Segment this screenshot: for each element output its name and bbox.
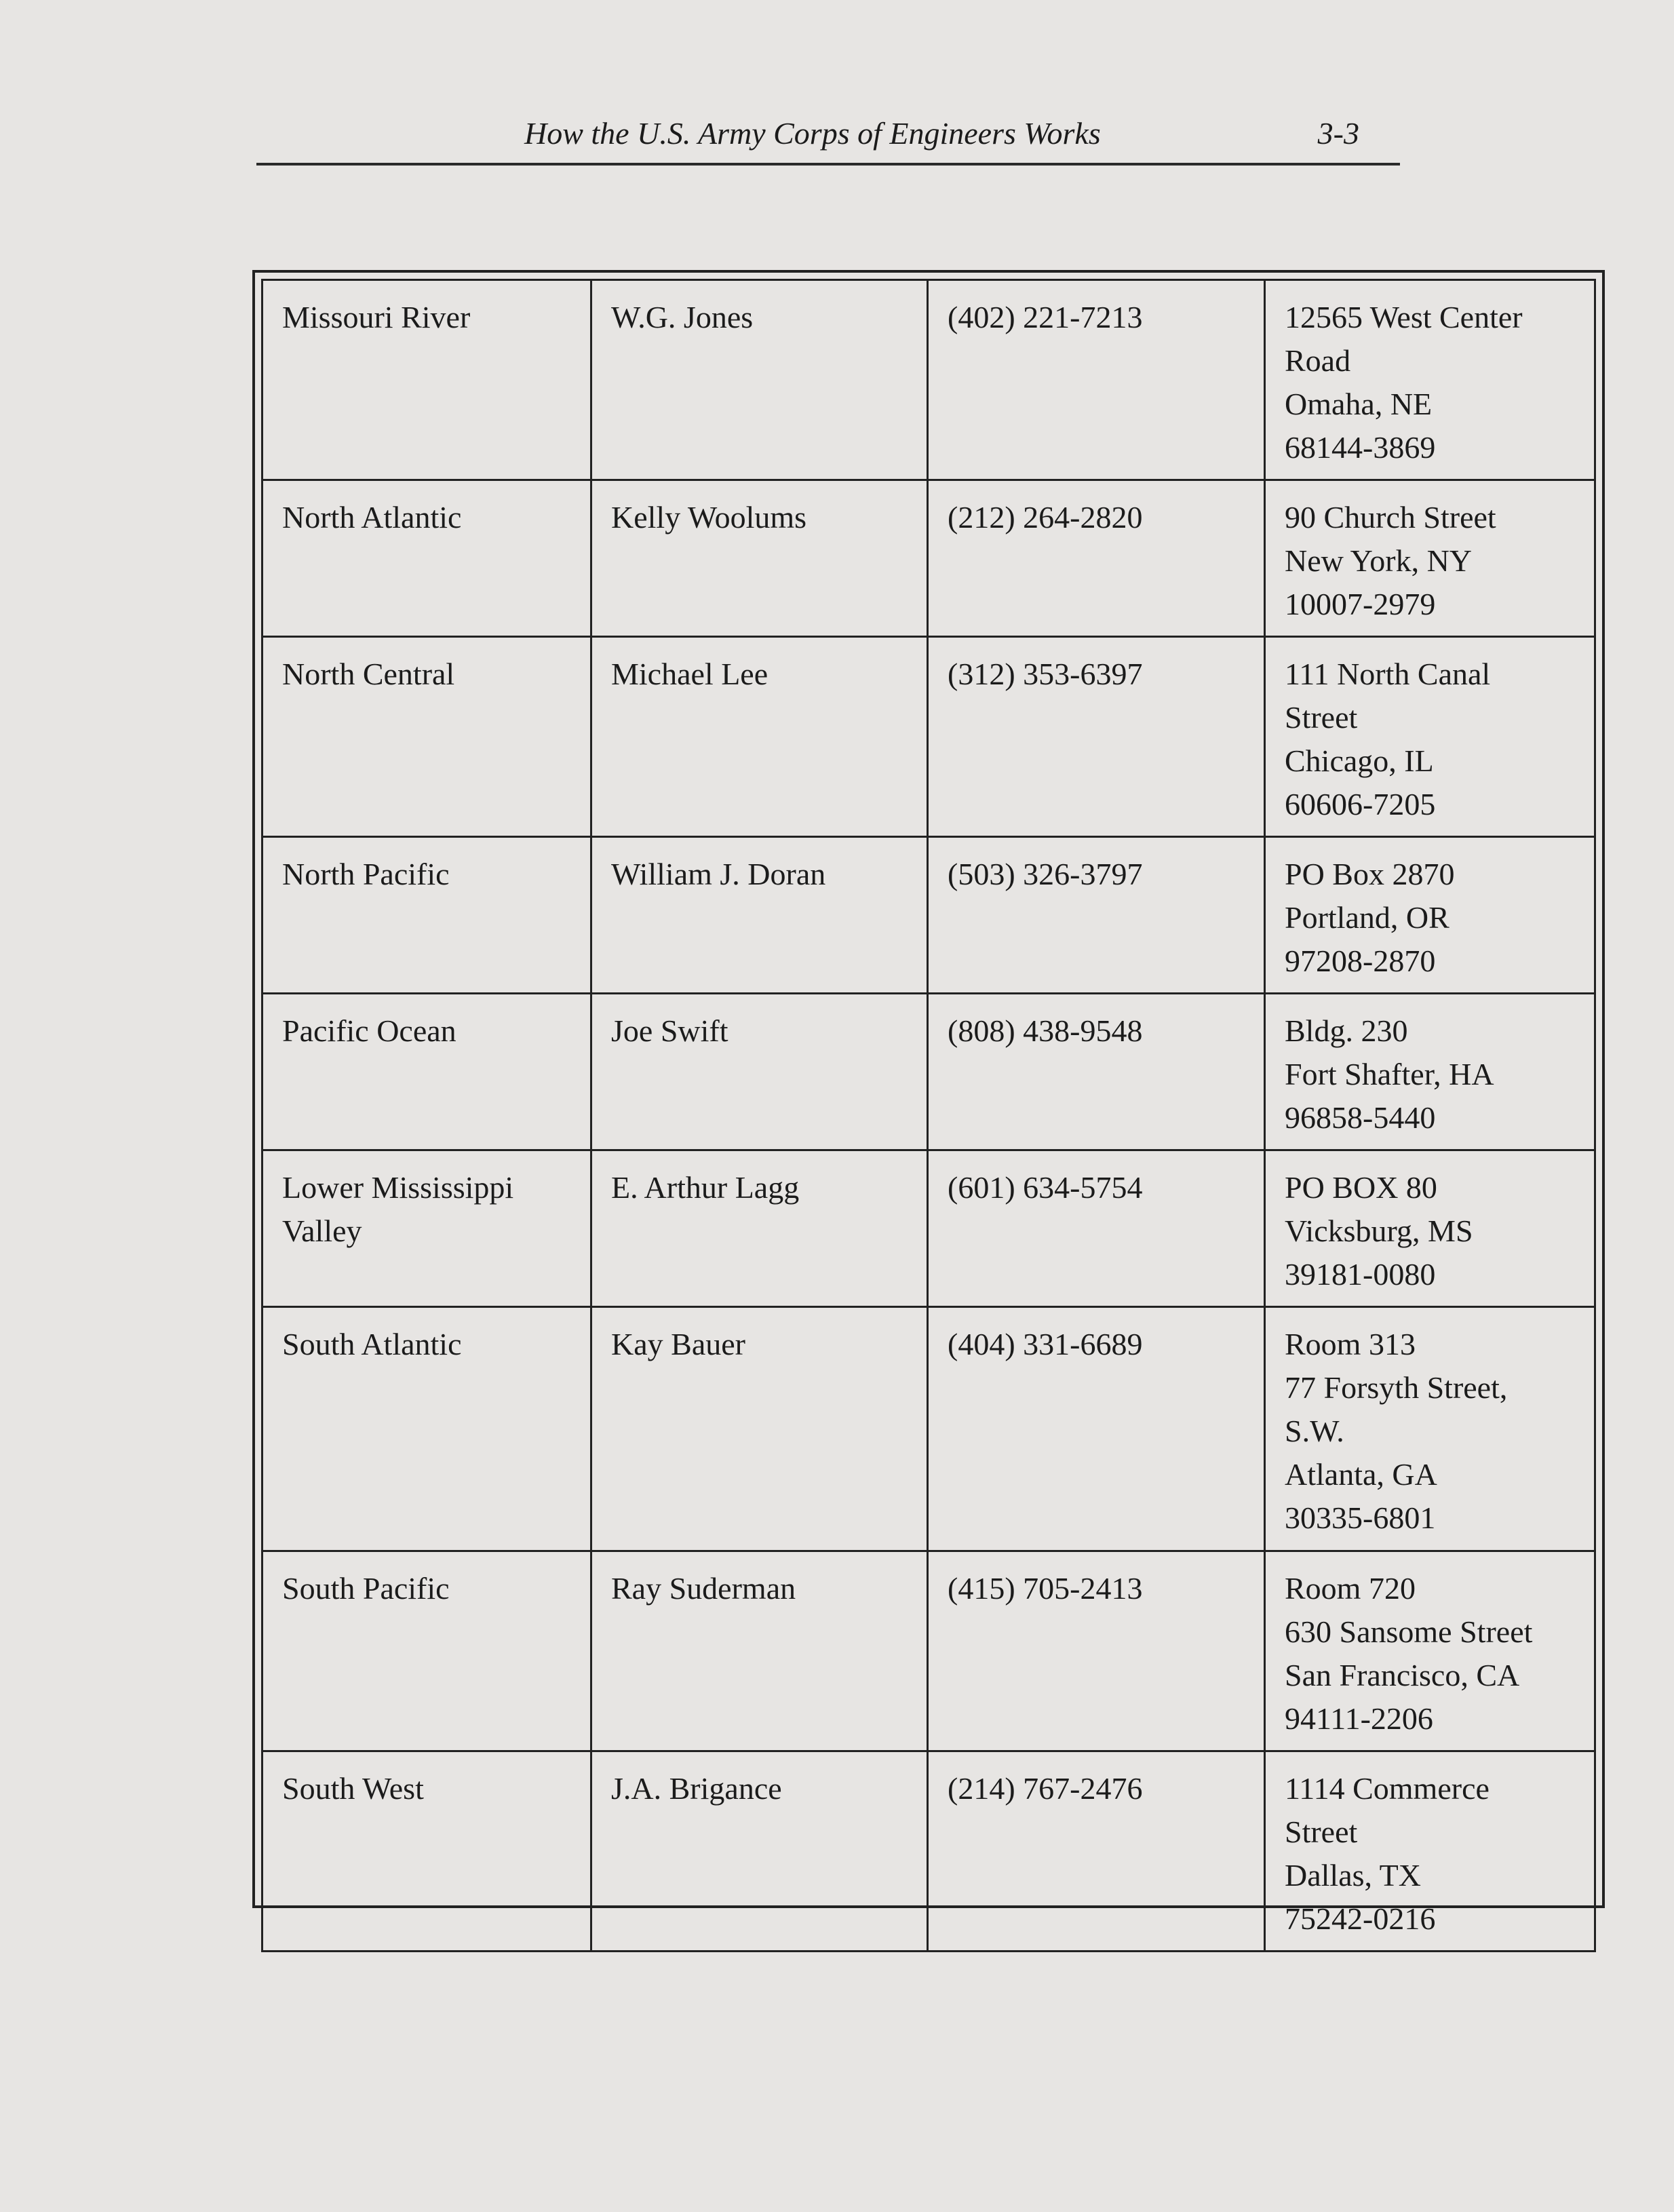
division-cell: Lower Mississippi Valley — [262, 1150, 591, 1307]
phone-cell: (415) 705-2413 — [928, 1551, 1265, 1751]
address-line: PO BOX 80 — [1285, 1170, 1437, 1205]
phone-cell: (808) 438-9548 — [928, 994, 1265, 1150]
address-line: 77 Forsyth Street, — [1285, 1370, 1508, 1405]
phone-cell: (601) 634-5754 — [928, 1150, 1265, 1307]
offices-table-body — [262, 280, 1595, 1952]
address-line: Street — [1285, 1815, 1358, 1849]
contact-cell: J.A. Brigance — [591, 1751, 928, 1952]
address-line: 1114 Commerce — [1285, 1771, 1490, 1806]
phone-cell: (503) 326-3797 — [928, 837, 1265, 994]
address-line: 12565 West Center — [1285, 300, 1523, 334]
address-line: 30335-6801 — [1285, 1500, 1436, 1535]
table-row — [262, 280, 1595, 480]
table-row — [262, 837, 1595, 994]
page-number: 3-3 — [1317, 116, 1359, 151]
contact-cell: Kelly Woolums — [591, 480, 928, 637]
address-line: Chicago, IL — [1285, 743, 1434, 778]
address-line: Room 313 — [1285, 1327, 1416, 1361]
address-line: New York, NY — [1285, 543, 1473, 578]
table-row — [262, 1150, 1595, 1307]
phone-cell: (402) 221-7213 — [928, 280, 1265, 480]
contact-cell: William J. Doran — [591, 837, 928, 994]
address-line: Vicksburg, MS — [1285, 1214, 1473, 1248]
contact-cell: W.G. Jones — [591, 280, 928, 480]
address-line: Atlanta, GA — [1285, 1457, 1437, 1492]
division-cell: North Atlantic — [262, 480, 591, 637]
phone-cell: (212) 264-2820 — [928, 480, 1265, 637]
contact-cell: E. Arthur Lagg — [591, 1150, 928, 1307]
address-line: PO Box 2870 — [1285, 857, 1455, 891]
address-cell — [1265, 1150, 1595, 1307]
division-offices-table — [261, 279, 1596, 1952]
address-line: Fort Shafter, HA — [1285, 1057, 1494, 1091]
phone-cell: (214) 767-2476 — [928, 1751, 1265, 1952]
division-cell: North Pacific — [262, 837, 591, 994]
division-cell: Missouri River — [262, 280, 591, 480]
division-cell: South West — [262, 1751, 591, 1952]
address-line: Portland, OR — [1285, 900, 1449, 935]
address-cell — [1265, 1751, 1595, 1952]
address-cell — [1265, 837, 1595, 994]
table-row — [262, 480, 1595, 637]
address-line: Bldg. 230 — [1285, 1013, 1408, 1048]
address-line: 39181-0080 — [1285, 1257, 1436, 1292]
page-header — [256, 109, 1400, 166]
address-line: 111 North Canal — [1285, 657, 1491, 691]
table-row — [262, 994, 1595, 1150]
address-line: Omaha, NE — [1285, 387, 1433, 421]
running-head-title: How the U.S. Army Corps of Engineers Works — [524, 116, 1101, 151]
division-cell: South Atlantic — [262, 1307, 591, 1551]
address-line: S.W. — [1285, 1414, 1344, 1448]
address-line: 75242-0216 — [1285, 1901, 1436, 1936]
address-cell — [1265, 637, 1595, 837]
phone-cell: (312) 353-6397 — [928, 637, 1265, 837]
address-line: 94111-2206 — [1285, 1701, 1433, 1736]
address-line: 10007-2979 — [1285, 587, 1436, 621]
contact-cell: Michael Lee — [591, 637, 928, 837]
address-cell — [1265, 480, 1595, 637]
address-line: Dallas, TX — [1285, 1858, 1422, 1893]
address-line: 90 Church Street — [1285, 500, 1496, 535]
address-line: 630 Sansome Street — [1285, 1614, 1533, 1649]
contact-cell: Joe Swift — [591, 994, 928, 1150]
address-line: Street — [1285, 700, 1358, 735]
address-line: 68144-3869 — [1285, 430, 1436, 465]
table-row — [262, 1307, 1595, 1551]
address-cell — [1265, 1307, 1595, 1551]
address-line: San Francisco, CA — [1285, 1658, 1520, 1692]
table-row — [262, 637, 1595, 837]
address-cell — [1265, 994, 1595, 1150]
address-line: 96858-5440 — [1285, 1100, 1436, 1135]
address-line: 97208-2870 — [1285, 944, 1436, 978]
contact-cell: Ray Suderman — [591, 1551, 928, 1751]
division-cell: Pacific Ocean — [262, 994, 591, 1150]
contact-cell: Kay Bauer — [591, 1307, 928, 1551]
address-line: 60606-7205 — [1285, 787, 1436, 821]
table-row — [262, 1751, 1595, 1952]
offices-table-frame — [252, 270, 1605, 1936]
division-cell: South Pacific — [262, 1551, 591, 1751]
table-row — [262, 1551, 1595, 1751]
division-cell: North Central — [262, 637, 591, 837]
phone-cell: (404) 331-6689 — [928, 1307, 1265, 1551]
address-line: Room 720 — [1285, 1571, 1416, 1606]
address-line: Road — [1285, 343, 1351, 378]
address-cell — [1265, 280, 1595, 480]
address-cell — [1265, 1551, 1595, 1751]
